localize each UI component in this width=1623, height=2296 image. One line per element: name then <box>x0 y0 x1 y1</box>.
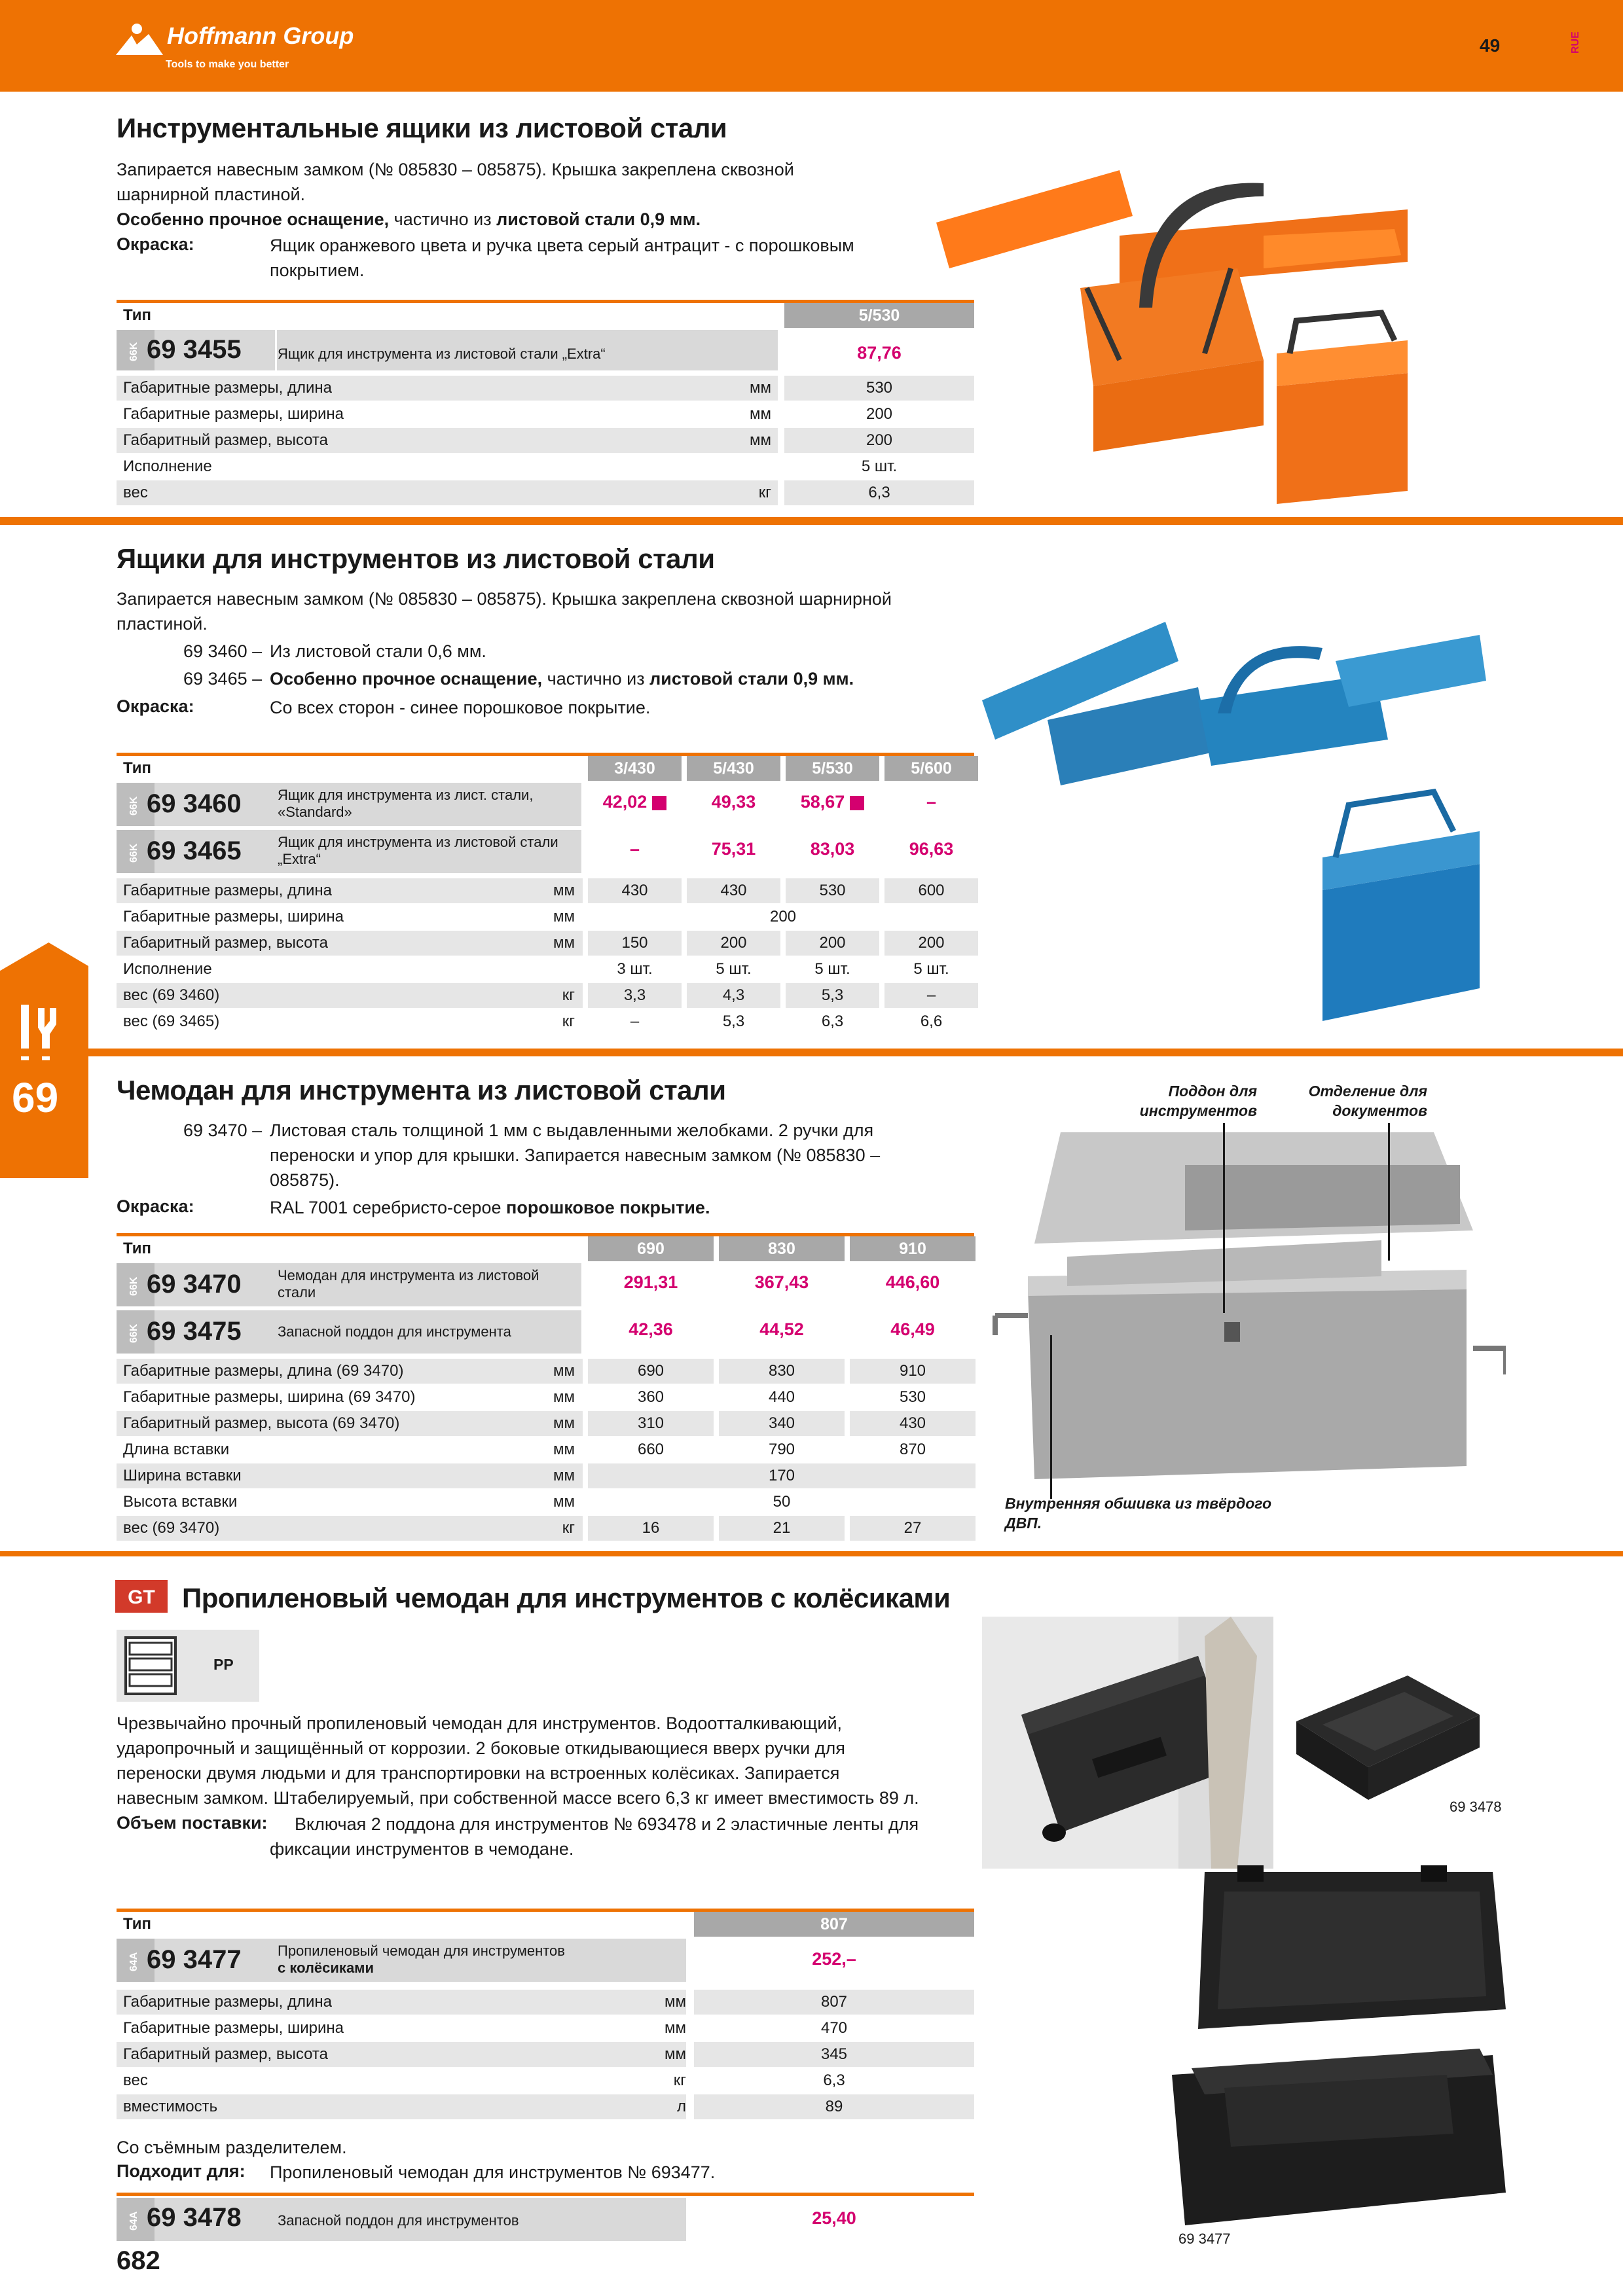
col-header-0: 690 <box>588 1236 714 1261</box>
s4-desc-line3: переноски двумя людьми и для транспортировки на встроенных колёсиках. Запирается <box>117 1763 840 1783</box>
type-label: Тип <box>123 306 151 324</box>
spec-value: 345 <box>820 2045 848 2063</box>
price-cell <box>588 792 682 812</box>
spec-unit: кг <box>562 1013 575 1030</box>
spec-value-span: 200 <box>769 908 797 925</box>
caption-docs <box>1270 1081 1427 1121</box>
spec-value: – <box>926 986 936 1004</box>
price-cell <box>850 1272 976 1293</box>
price-value: 291,31 <box>623 1272 678 1292</box>
orange-toolbox-image <box>923 137 1408 504</box>
stock-marker-icon <box>850 796 864 810</box>
article-number: 69 3455 <box>147 335 242 364</box>
article-price: 87,76 <box>857 343 902 363</box>
spec-value: 27 <box>903 1519 922 1537</box>
article-number-2: 69 3465 <box>147 836 242 865</box>
s2-desc-line2: пластиной. <box>117 614 208 634</box>
s3-variant-code: 69 3470 – <box>183 1121 263 1140</box>
spec-value: 4,3 <box>722 986 745 1004</box>
spec-unit: мм <box>665 2045 686 2063</box>
s3-desc-line1: Листовая сталь толщиной 1 мм с выдавленными желобками. 2 ручки для <box>270 1121 874 1140</box>
type-label: Тип <box>123 1915 151 1933</box>
spec-value: 6,3 <box>823 2072 845 2089</box>
stock-marker-icon <box>652 796 666 810</box>
spec-value: 430 <box>899 1414 926 1432</box>
price-cell <box>588 1272 714 1293</box>
spec-value: 6,3 <box>821 1013 844 1030</box>
spec-value: 690 <box>637 1362 665 1380</box>
caption-lining <box>1005 1494 1280 1533</box>
spec-value: 310 <box>637 1414 665 1432</box>
col-header-2: 5/530 <box>786 756 879 781</box>
spec-label: Исполнение <box>123 960 212 978</box>
article-number: 69 3477 <box>147 1945 242 1974</box>
spec-value: 470 <box>820 2019 848 2037</box>
article-desc-1a: Чемодан для инструмента из листовой <box>278 1267 539 1283</box>
price-value: – <box>629 839 640 859</box>
s3-paint-a: RAL 7001 серебристо-серое <box>270 1198 507 1217</box>
spec-unit: мм <box>553 1388 575 1406</box>
spec-value-span: 50 <box>773 1493 791 1511</box>
spec-unit: мм <box>553 1467 575 1484</box>
s1-paint-line2: покрытием. <box>270 260 365 280</box>
article-description: Ящик для инструмента из листовой стали „Extra“ <box>278 346 606 362</box>
spec-unit: кг <box>562 986 575 1004</box>
s1-strong-a: Особенно прочное оснащение, <box>117 209 390 229</box>
price-value: 49,33 <box>711 792 756 812</box>
spec-value: 530 <box>899 1388 926 1406</box>
spec-value: 5 шт. <box>716 960 752 978</box>
article-code-2: 66K <box>128 1323 139 1343</box>
image-caption-tray: 69 3478 <box>1450 1799 1502 1815</box>
s2-strong-a: Особенно прочное оснащение, <box>270 669 543 689</box>
spec-value: 830 <box>768 1362 795 1380</box>
s3-desc-line2: переноски и упор для крышки. Запирается навесным замком (№ 085830 – <box>270 1145 881 1165</box>
s1-spec-table <box>117 300 974 503</box>
wheeled-case-image <box>1152 1859 1506 2225</box>
s1-paint-line1: Ящик оранжевого цвета и ручка цвета серый антрацит - с порошковым <box>270 236 854 255</box>
hoffmann-logo-icon <box>115 22 164 62</box>
spec-value: 430 <box>621 882 648 899</box>
s3-paint-b: порошковое покрытие. <box>506 1198 710 1217</box>
caption-lining-l2: ДВП. <box>1005 1515 1042 1532</box>
spec-unit: л <box>676 2098 686 2115</box>
spec-unit: кг <box>758 484 771 501</box>
spec-value: 89 <box>825 2098 843 2115</box>
article-desc-1a: Ящик для инструмента из лист. стали, <box>278 787 534 803</box>
section-divider <box>0 1551 1623 1556</box>
s1-strong-c: листовой стали 0,9 мм. <box>496 209 701 229</box>
s2-variant2-code: 69 3465 – <box>183 669 263 689</box>
brand-name: Hoffmann Group <box>167 22 354 49</box>
s3-paint-label: Окраска: <box>117 1196 194 1216</box>
spec-value: 200 <box>866 431 893 449</box>
page-number-bottom: 682 <box>117 2246 160 2275</box>
spec-unit: мм <box>553 934 575 952</box>
s3-paint-text <box>270 1195 710 1220</box>
caption-tray-l2: инструментов <box>1139 1102 1257 1119</box>
s4-scope-label: Объем поставки: <box>117 1813 268 1833</box>
spec-unit: мм <box>553 1414 575 1432</box>
spec-value: 5 шт. <box>913 960 949 978</box>
spec-label: Габаритные размеры, ширина (69 3470) <box>123 1388 416 1406</box>
caption-tray-l1: Поддон для <box>1168 1083 1257 1100</box>
spec-label: вес (69 3465) <box>123 1013 220 1030</box>
article-desc-2a: Запасной поддон для инструмента <box>278 1323 511 1340</box>
article-number-1: 69 3460 <box>147 789 242 818</box>
section1-title: Инструментальные ящики из листовой стали <box>117 113 727 143</box>
s2-text-b: частично из <box>542 669 650 689</box>
s2-variant2-text <box>270 666 854 691</box>
accessory-price: 25,40 <box>812 2208 856 2228</box>
spec-unit <box>719 454 771 479</box>
article-divider <box>275 330 277 370</box>
article-code: 66K <box>128 342 139 361</box>
col-header-1: 830 <box>719 1236 845 1261</box>
spec-value: – <box>630 1013 640 1030</box>
price-cell <box>588 839 682 859</box>
accessory-description: Запасной поддон для инструментов <box>278 2212 519 2229</box>
spec-unit: мм <box>553 1441 575 1458</box>
price-cell <box>884 792 978 812</box>
type-label: Тип <box>123 759 151 777</box>
spec-unit: кг <box>562 1519 575 1537</box>
material-code: PP <box>213 1656 234 1673</box>
article-code-1: 66K <box>128 796 139 816</box>
price-cell <box>687 792 780 812</box>
spec-value: 5,3 <box>722 1013 745 1030</box>
spec-unit: мм <box>665 1993 686 2011</box>
spec-label: Ширина вставки <box>123 1467 242 1484</box>
spec-label: вес (69 3460) <box>123 986 220 1004</box>
spec-value: 200 <box>819 934 846 952</box>
price-cell <box>588 1319 714 1340</box>
s4-scope-line1: Включая 2 поддона для инструментов № 693478 и 2 эластичные ленты для <box>295 1814 919 1834</box>
spec-value: 360 <box>637 1388 665 1406</box>
spec-value: 600 <box>918 882 945 899</box>
price-value: 83,03 <box>810 839 855 859</box>
spec-value: 440 <box>768 1388 795 1406</box>
spec-value: 3,3 <box>623 986 646 1004</box>
spec-label: Габаритные размеры, длина <box>123 1993 333 2011</box>
section-divider <box>0 1049 1623 1056</box>
col-header: 807 <box>694 1912 974 1937</box>
language-tag: RUE <box>1570 31 1581 54</box>
callout-line-lining <box>1050 1335 1052 1499</box>
spec-value: 200 <box>866 405 893 423</box>
spec-value: 5 шт. <box>814 960 850 978</box>
spec-value: 430 <box>720 882 747 899</box>
spec-label: Габаритный размер, высота (69 3470) <box>123 1414 400 1432</box>
spec-label: Исполнение <box>123 457 212 475</box>
s4-desc-line4: навесным замком. Штабелируемый, при собственной массе всего 6,3 кг имеет вместимость 89 л. <box>117 1788 919 1808</box>
col-header: 5/530 <box>784 303 974 328</box>
spec-unit: мм <box>750 379 771 397</box>
brand-logo <box>115 22 390 81</box>
spec-unit <box>522 957 575 982</box>
spec-unit: мм <box>750 431 771 449</box>
page-number-top: 49 <box>1480 35 1501 56</box>
price-cell <box>786 839 879 859</box>
spec-value: 5 шт. <box>861 457 898 475</box>
image-caption-case: 69 3477 <box>1178 2231 1231 2247</box>
spec-value: 21 <box>773 1519 791 1537</box>
s3-desc-line3: 085875). <box>270 1170 340 1190</box>
spec-label: Габаритные размеры, ширина <box>123 405 344 423</box>
s4-desc-line1: Чрезвычайно прочный пропиленовый чемодан для инструментов. Водоотталкивающий, <box>117 1713 843 1733</box>
spec-value: 200 <box>918 934 945 952</box>
spec-value-span: 170 <box>768 1467 795 1484</box>
brand-tagline: Tools to make you better <box>166 59 289 70</box>
spec-value: 660 <box>637 1441 665 1458</box>
s1-text-b: частично из <box>389 209 497 229</box>
spec-unit: мм <box>553 1362 575 1380</box>
section-divider <box>0 517 1623 525</box>
price-value: 42,36 <box>629 1319 673 1339</box>
spec-unit: мм <box>750 405 771 423</box>
row-shade <box>117 480 778 505</box>
price-value: 75,31 <box>711 839 756 859</box>
price-cell <box>786 792 879 812</box>
spec-value: 807 <box>820 1993 848 2011</box>
article-desc-2a: Ящик для инструмента из листовой стали <box>278 834 558 850</box>
spec-label: Высота вставки <box>123 1493 238 1511</box>
s4-desc-line2: ударопрочный и защищённый от коррозии. 2 боковые откидывающиеся вверх ручки для <box>117 1738 845 1758</box>
s2-spec-table <box>117 753 974 1034</box>
s2-strong-c: листовой стали 0,9 мм. <box>649 669 854 689</box>
article-code-1: 66K <box>128 1276 139 1296</box>
spec-unit: мм <box>553 882 575 899</box>
spec-label: вес (69 3470) <box>123 1519 220 1537</box>
s2-variant1-text: Из листовой стали 0,6 мм. <box>270 641 486 661</box>
article-desc-2b: „Extra“ <box>278 851 321 867</box>
price-cell <box>687 839 780 859</box>
section3-title: Чемодан для инструмента из листовой стали <box>117 1075 726 1105</box>
spec-value: 870 <box>899 1441 926 1458</box>
price-value: 42,02 <box>602 792 647 812</box>
gt-brand-text: GT <box>128 1587 155 1608</box>
s2-paint-label: Окраска: <box>117 696 194 716</box>
col-header-2: 910 <box>850 1236 976 1261</box>
col-header-1: 5/430 <box>687 756 780 781</box>
spec-label: вес <box>123 484 148 501</box>
spec-label: Габаритный размер, высота <box>123 934 328 952</box>
s4-scope-line2: фиксации инструментов в чемодане. <box>270 1839 574 1859</box>
article-code: 64A <box>128 1952 139 1971</box>
s1-desc-line2: шарнирной пластиной. <box>117 185 306 204</box>
accessory-code: 64A <box>128 2211 139 2231</box>
spec-label: Габаритный размер, высота <box>123 2045 328 2063</box>
price-value: 446,60 <box>885 1272 940 1292</box>
article-desc-b: с колёсиками <box>278 1960 374 1976</box>
spec-unit: мм <box>665 2019 686 2037</box>
price-cell <box>850 1319 976 1340</box>
s3-spec-table <box>117 1233 974 1541</box>
spec-value: 6,6 <box>920 1013 943 1030</box>
price-value: 367,43 <box>754 1272 809 1292</box>
spec-value: 910 <box>899 1362 926 1380</box>
chapter-number: 69 <box>12 1074 59 1121</box>
spec-value: 5,3 <box>821 986 844 1004</box>
price-value: 96,63 <box>909 839 954 859</box>
spec-value: 16 <box>642 1519 660 1537</box>
spec-label: Длина вставки <box>123 1441 230 1458</box>
spec-label: Габаритные размеры, длина <box>123 882 333 899</box>
section2-title: Ящики для инструментов из листовой стали <box>117 543 715 574</box>
type-label: Тип <box>123 1240 151 1257</box>
article-code-2: 66K <box>128 843 139 863</box>
callout-line-docs <box>1388 1123 1390 1261</box>
price-cell <box>719 1272 845 1293</box>
accessory-article-number: 69 3478 <box>147 2203 242 2232</box>
article-desc-a: Пропиленовый чемодан для инструментов <box>278 1943 565 1959</box>
spec-unit: мм <box>553 1493 575 1511</box>
spec-label: Габаритные размеры, ширина <box>123 908 344 925</box>
steel-case-image <box>989 1126 1506 1492</box>
spec-value: 790 <box>768 1441 795 1458</box>
spec-label: Габаритные размеры, ширина <box>123 2019 344 2037</box>
spec-value: 530 <box>866 379 893 397</box>
s1-desc-line1: Запирается навесным замком (№ 085830 – 085875). Крышка закреплена сквозной <box>117 160 794 179</box>
s4-fits-text: Пропиленовый чемодан для инструментов № 693477. <box>270 2162 716 2182</box>
section4-title: Пропиленовый чемодан для инструментов с колёсиками <box>182 1583 951 1613</box>
article-desc-1b: «Standard» <box>278 804 352 820</box>
spec-value: 150 <box>621 934 648 952</box>
price-cell <box>719 1319 845 1340</box>
price-value: – <box>926 792 937 812</box>
spec-label: вместимость <box>123 2098 218 2115</box>
spare-tray-image <box>1296 1676 1480 1806</box>
spec-unit: кг <box>673 2072 686 2089</box>
spec-label: Габаритные размеры, длина <box>123 379 333 397</box>
chapter-tab <box>0 942 88 1178</box>
gt-brand-icon <box>115 1580 168 1613</box>
callout-line-tray <box>1223 1123 1225 1313</box>
accessory-top-rule <box>117 2193 974 2196</box>
s1-desc-line3 <box>117 207 701 232</box>
drawer-cabinet-icon <box>123 1635 178 1696</box>
s2-desc-line1: Запирается навесным замком (№ 085830 – 085875). Крышка закреплена сквозной шарнирной <box>117 589 892 609</box>
caption-lining-l1: Внутренняя обшивка из твёрдого <box>1005 1495 1272 1512</box>
spec-value: 3 шт. <box>617 960 653 978</box>
spec-value: 530 <box>819 882 846 899</box>
s1-paint-label: Окраска: <box>117 234 194 254</box>
caption-docs-l1: Отделение для <box>1308 1083 1427 1100</box>
spec-label: вес <box>123 2072 148 2089</box>
article-number-2: 69 3475 <box>147 1317 242 1346</box>
spec-value: 340 <box>768 1414 795 1432</box>
article-desc-1b: стали <box>278 1284 316 1300</box>
s4-spec-table <box>117 1909 974 2115</box>
spec-value: 200 <box>720 934 747 952</box>
col-header-0: 3/430 <box>588 756 682 781</box>
s4-fits-label: Подходит для: <box>117 2161 246 2181</box>
blue-toolbox-image <box>982 583 1493 1034</box>
s4-note: Со съёмным разделителем. <box>117 2138 347 2157</box>
spec-unit: мм <box>553 908 575 925</box>
spec-label: Габаритный размер, высота <box>123 431 328 449</box>
col-header-3: 5/600 <box>884 756 978 781</box>
caption-tray <box>1113 1081 1257 1121</box>
price-value: 46,49 <box>890 1319 935 1339</box>
price-cell <box>884 839 978 859</box>
article-number-1: 69 3470 <box>147 1270 242 1299</box>
price-value: 44,52 <box>759 1319 804 1339</box>
table-header-row <box>117 1236 974 1261</box>
article-price: 252,– <box>812 1949 856 1969</box>
s2-variant1-code: 69 3460 – <box>183 641 263 661</box>
spec-value: 6,3 <box>868 484 890 501</box>
price-value: 58,67 <box>800 792 845 812</box>
caption-docs-l2: документов <box>1332 1102 1427 1119</box>
spec-label: Габаритные размеры, длина (69 3470) <box>123 1362 404 1380</box>
case-in-use-image <box>982 1617 1273 1869</box>
s2-paint-text: Со всех сторон - синее порошковое покрытие. <box>270 698 651 717</box>
